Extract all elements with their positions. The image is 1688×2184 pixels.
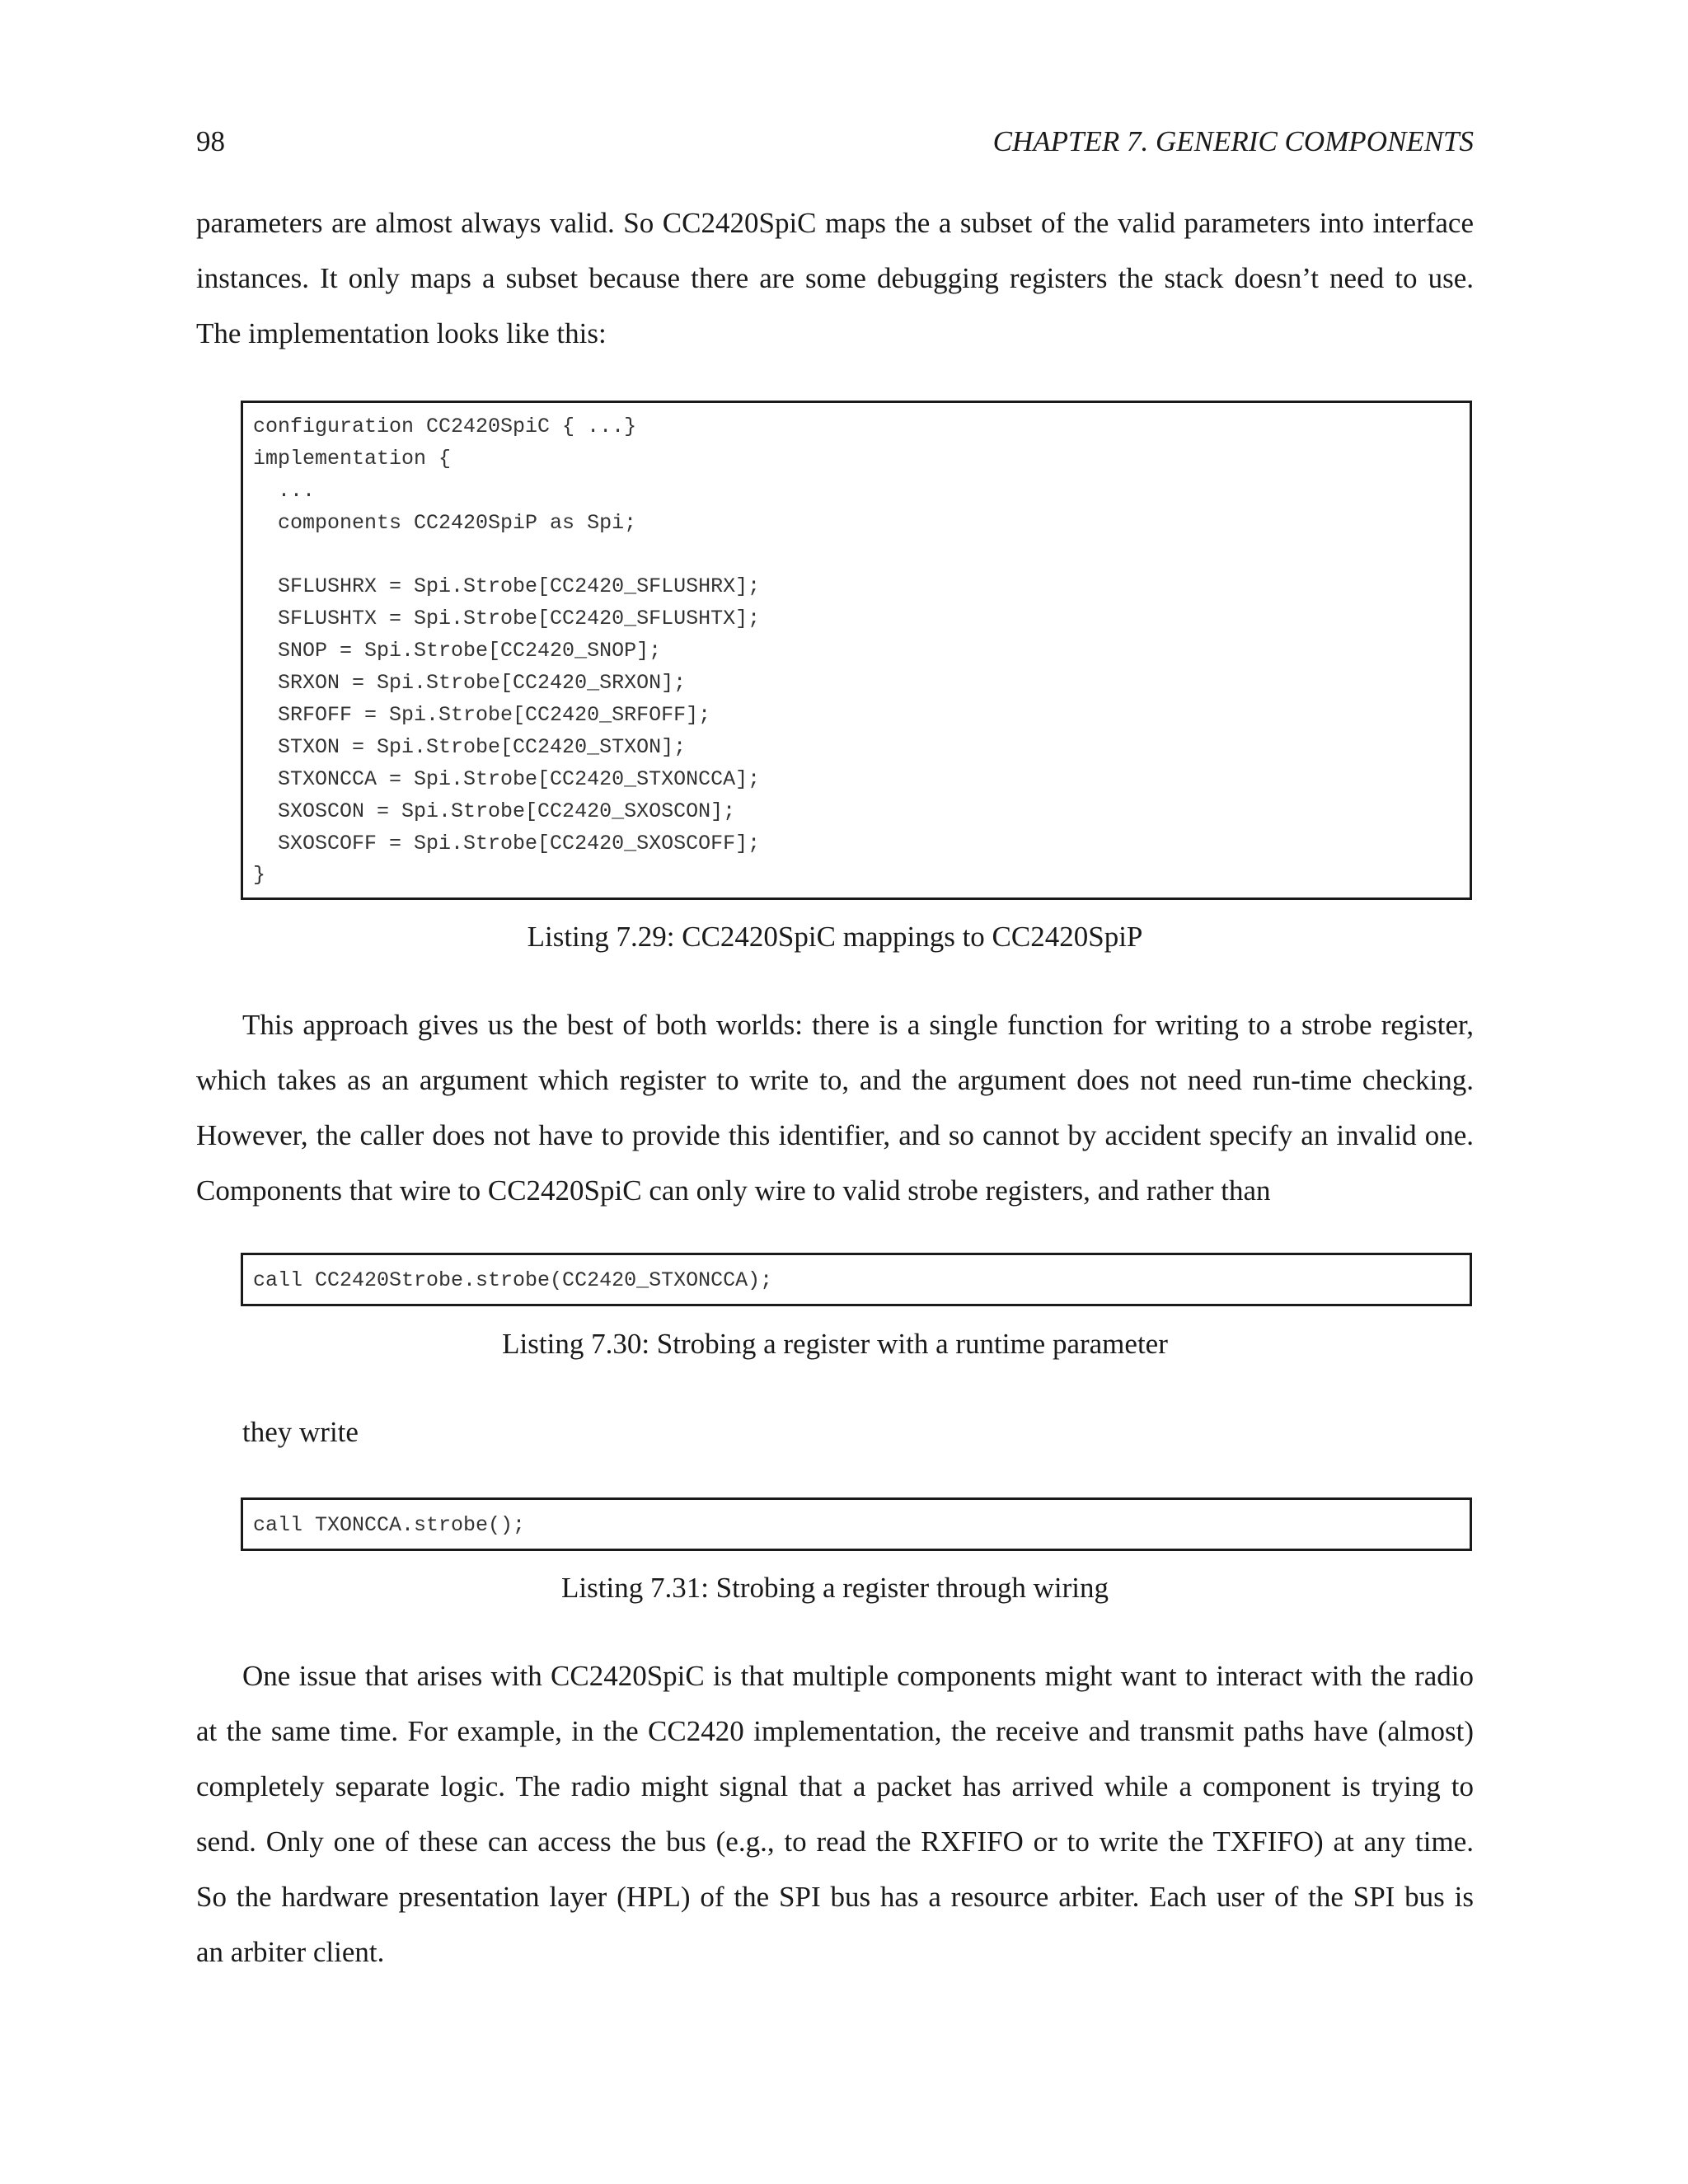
listing-caption: Listing 7.30: Strobing a register with a runtime parameter bbox=[502, 1328, 1168, 1360]
text-line: One issue that arises with CC2420SpiC is that multiple components might want to interact with the radio bbox=[242, 1660, 1474, 1692]
text-line: This approach gives us the best of both worlds: there is a single function for writing to a strobe register, bbox=[242, 1009, 1474, 1041]
code-line: SRFOFF = Spi.Strobe[CC2420_SRFOFF]; bbox=[253, 703, 711, 728]
code-listing-7-31 bbox=[241, 1497, 1472, 1551]
code-line: STXON = Spi.Strobe[CC2420_STXON]; bbox=[253, 734, 687, 759]
code-line: components CC2420SpiP as Spi; bbox=[253, 510, 637, 535]
text-line: completely separate logic. The radio might signal that a packet has arrived while a component is trying to bbox=[196, 1770, 1474, 1802]
code-line: SXOSCOFF = Spi.Strobe[CC2420_SXOSCOFF]; bbox=[253, 831, 761, 855]
text-line: So the hardware presentation layer (HPL) of the SPI bus has a resource arbiter. Each user of the SPI bus is bbox=[196, 1881, 1474, 1913]
code-line: implementation { bbox=[253, 446, 452, 471]
code-line: } bbox=[253, 863, 266, 888]
text-line: However, the caller does not have to provide this identifier, and so cannot by accident specify an invalid one. bbox=[196, 1119, 1474, 1151]
code-line: ... bbox=[253, 478, 316, 503]
code-line: SFLUSHTX = Spi.Strobe[CC2420_SFLUSHTX]; bbox=[253, 607, 761, 631]
paragraph-intro bbox=[196, 195, 1474, 361]
running-head: CHAPTER 7. GENERIC COMPONENTS bbox=[992, 125, 1474, 157]
code-line: call TXONCCA.strobe(); bbox=[253, 1513, 526, 1537]
code-line: configuration CC2420SpiC { ...} bbox=[253, 415, 637, 438]
text-line: send. Only one of these can access the bus (e.g., to read the RXFIFO or to write the TXFIFO) at any time. bbox=[196, 1825, 1474, 1858]
paragraph-approach bbox=[196, 997, 1474, 1218]
code-line: SXOSCON = Spi.Strobe[CC2420_SXOSCON]; bbox=[253, 799, 736, 823]
code-listing-7-30 bbox=[241, 1253, 1472, 1306]
paragraph-arbiter bbox=[196, 1648, 1474, 1980]
listing-caption: Listing 7.29: CC2420SpiC mappings to CC2420SpiP bbox=[527, 921, 1143, 953]
listing-caption: Listing 7.31: Strobing a register through wiring bbox=[561, 1572, 1109, 1604]
code-line: STXONCCA = Spi.Strobe[CC2420_STXONCCA]; bbox=[253, 766, 761, 791]
text-line: they write bbox=[242, 1416, 359, 1448]
page-number: 98 bbox=[196, 125, 225, 157]
code-line: SNOP = Spi.Strobe[CC2420_SNOP]; bbox=[253, 639, 662, 663]
text-line: The implementation looks like this: bbox=[196, 317, 607, 349]
code-line: SFLUSHRX = Spi.Strobe[CC2420_SFLUSHRX]; bbox=[253, 574, 761, 599]
code-listing-7-29 bbox=[241, 401, 1472, 900]
text-line: Components that wire to CC2420SpiC can only wire to valid strobe registers, and rather than bbox=[196, 1174, 1271, 1207]
text-line: instances. It only maps a subset because there are some debugging registers the stack doesn’t need to use. bbox=[196, 262, 1474, 294]
code-line bbox=[243, 540, 1470, 572]
text-line: at the same time. For example, in the CC2420 implementation, the receive and transmit paths have (almost) bbox=[196, 1715, 1474, 1747]
page-header bbox=[196, 125, 1474, 166]
text-line: an arbiter client. bbox=[196, 1936, 385, 1968]
text-line: which takes as an argument which register to write to, and the argument does not need run-time checking. bbox=[196, 1064, 1474, 1096]
code-line: SRXON = Spi.Strobe[CC2420_SRXON]; bbox=[253, 671, 687, 696]
code-line: call CC2420Strobe.strobe(CC2420_STXONCCA); bbox=[253, 1268, 773, 1292]
text-line: parameters are almost always valid. So CC2420SpiC maps the a subset of the valid parameters into interface bbox=[196, 207, 1474, 239]
